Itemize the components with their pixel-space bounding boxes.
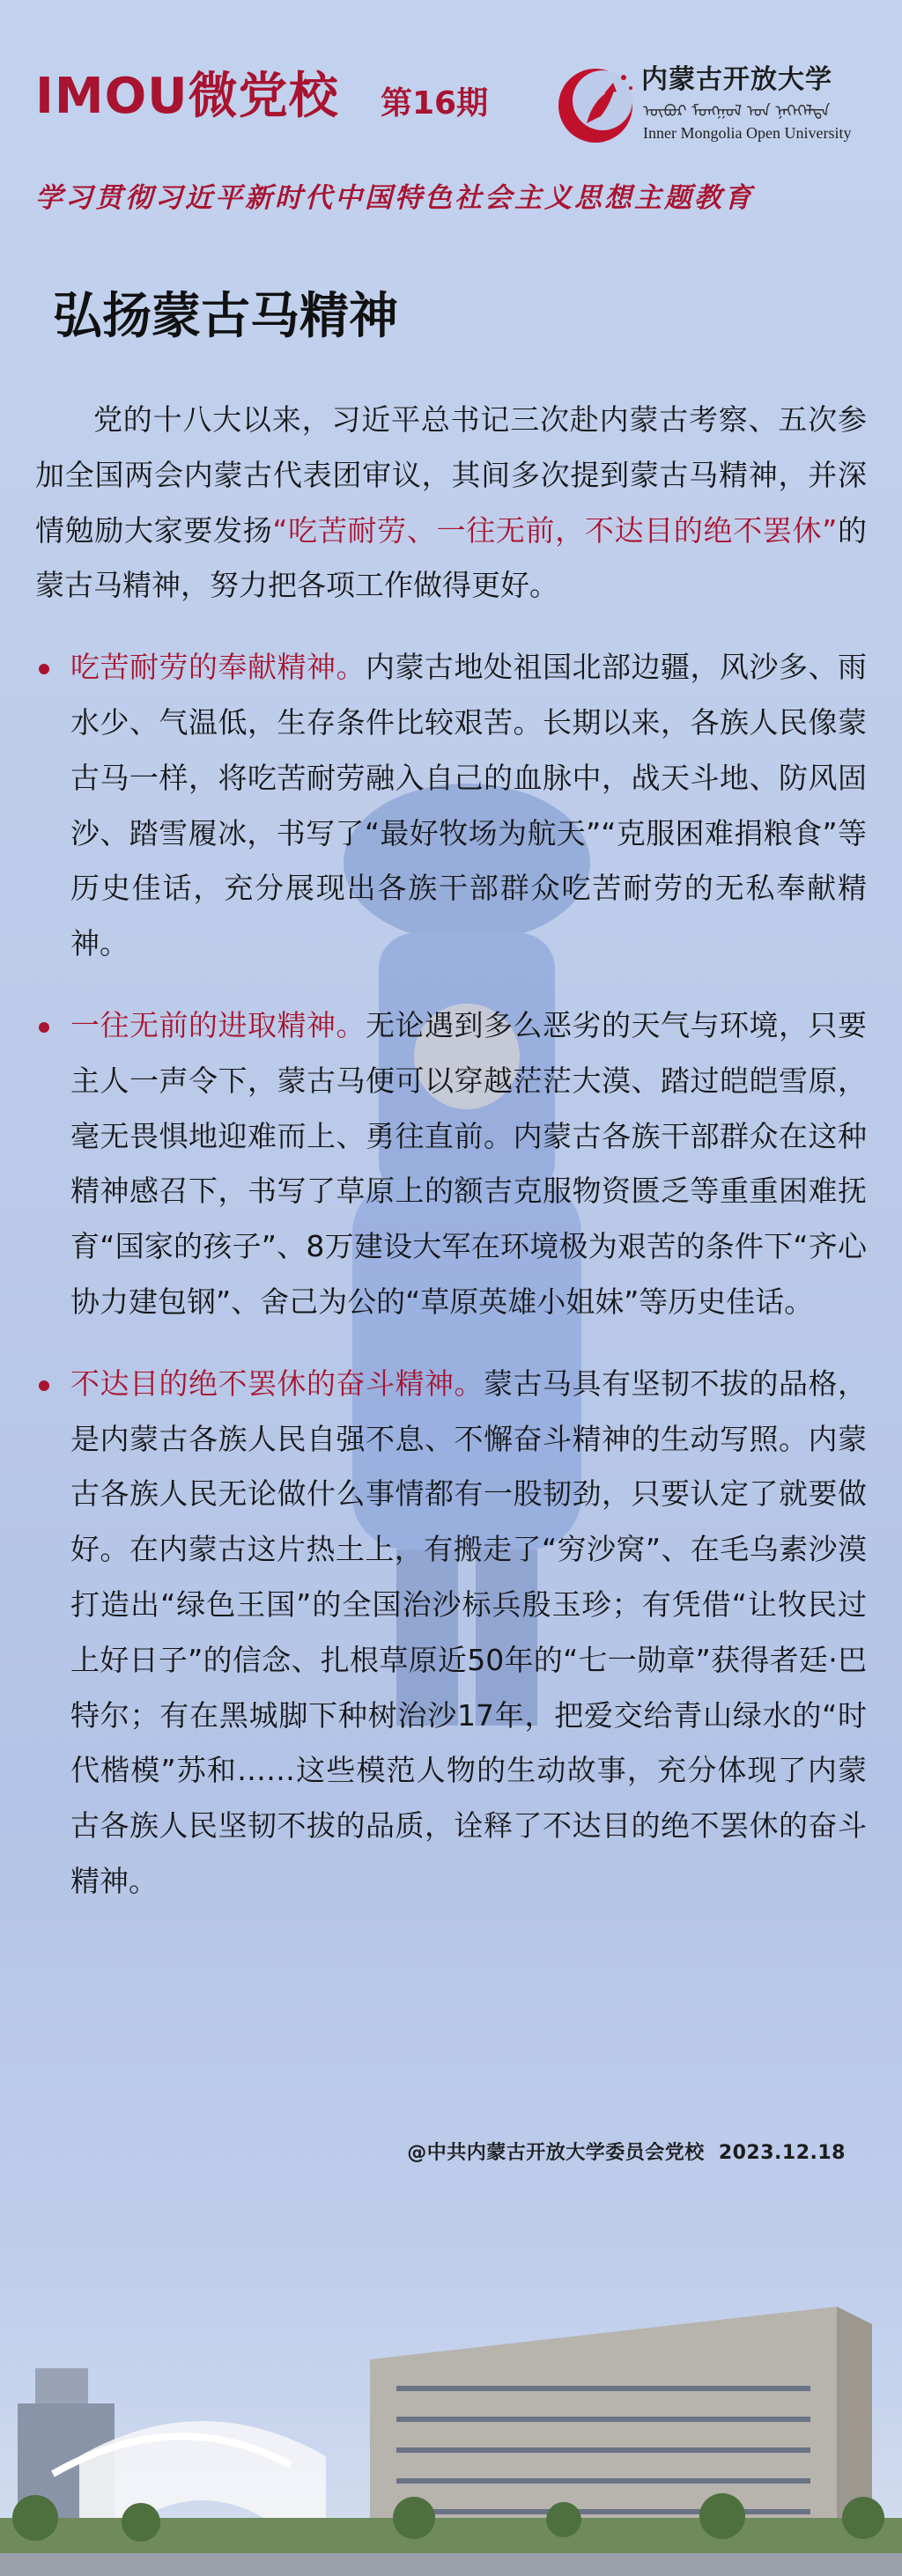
section-paragraph <box>70 998 867 1330</box>
footer-date: 2023.12.18 <box>718 2142 846 2164</box>
section-paragraph <box>70 640 867 972</box>
section-body: 无论遇到多么恶劣的天气与环境，只要主人一声令下，蒙古马便可以穿越茫茫大漠、踏过皑皑雪原，毫无畏惧地迎难而上、勇往直前。内蒙古各族干部群众在这种精神感召下，书写了草原上的额吉克服物资匮乏等重重困难抚育“国家的孩子”、8万建设大军在环境极为艰苦的条件下“齐心协力建包钢”、舍己为公的“草原英雄小姐妹”等历史佳话。 <box>70 1007 867 1319</box>
article-body <box>35 393 867 1910</box>
campus-building-illustration <box>0 2254 902 2576</box>
section-body: 内蒙古地处祖国北部边疆，风沙多、雨水少、气温低，生存条件比较艰苦。长期以来，各族人民像蒙古马一样，将吃苦耐劳融入自己的血脉中，战天斗地、防风固沙、踏雪履冰，书写了“最好牧场为航天”“克服困难捐粮食”等历史佳话，充分展现出各族干部群众吃苦耐劳的无私奉献精神。 <box>70 650 867 961</box>
bullet-dot-icon <box>39 1022 49 1033</box>
bullet-dot-icon <box>39 664 49 674</box>
bullet-dot-icon <box>39 1380 49 1391</box>
intro-text-after: 的蒙古马精神，努力把各项工作做得更好。 <box>35 512 867 603</box>
header <box>0 0 902 158</box>
theme-slogan: 学习贯彻习近平新时代中国特色社会主义思想主题教育 <box>35 182 754 214</box>
intro-text-before: 党的十八大以来，习近平总书记三次赴内蒙古考察、五次参加全国两会内蒙古代表团审议，其间多次提到蒙古马精神，并深情勉励大家要发扬 <box>35 402 867 548</box>
section-heading: 不达目的绝不罢休的奋斗精神。 <box>70 1365 484 1401</box>
section-item <box>35 1357 867 1910</box>
intro-paragraph <box>35 393 867 614</box>
section-heading: 吃苦耐劳的奉献精神。 <box>70 650 366 685</box>
section-body: 蒙古马具有坚韧不拔的品格，是内蒙古各族人民自强不息、不懈奋斗精神的生动写照。内蒙古各族人民无论做什么事情都有一股韧劲，只要认定了就要做好。在内蒙古这片热土上，有搬走了“穷沙窝”、在毛乌素沙漠打造出“绿色王国”的全国治沙标兵殷玉珍；有凭借“让牧民过上好日子”的信念、扎根草原近50年的“七一勋章”获得者廷·巴特尔；有在黑城脚下种树治沙17年，把爱交给青山绿水的“时代楷模”苏和……这些模范人物的生动故事，充分体现了内蒙古各族人民坚韧不拔的品质，诠释了不达目的绝不罢休的奋斗精神。 <box>70 1365 867 1898</box>
university-name-en: Inner Mongolia Open University <box>643 124 852 142</box>
section-heading: 一往无前的进取精神。 <box>70 1007 366 1042</box>
section-paragraph <box>70 1357 867 1910</box>
university-name-cn: 内蒙古开放大学 <box>641 64 832 95</box>
footer-attribution <box>405 2141 846 2166</box>
university-name-mn: ᠥᠪᠥᠷ ᠮᠣᠩᠭᠣᠯ ᠤᠨ ᠨᠡᠭᠡᠭᠡᠯᠲᠡ <box>643 102 831 121</box>
brand-title: IMOU微党校 <box>35 68 339 125</box>
university-emblem-icon <box>551 62 640 150</box>
section-item <box>35 998 867 1330</box>
issue-number: 第16期 <box>381 85 489 121</box>
footer-source: @中共内蒙古开放大学委员会党校 <box>407 2142 705 2164</box>
article-title: 弘扬蒙古马精神 <box>53 288 398 345</box>
intro-highlight: “吃苦耐劳、一往无前，不达目的绝不罢休” <box>272 512 838 548</box>
university-logo-block <box>551 62 886 158</box>
section-item <box>35 640 867 972</box>
